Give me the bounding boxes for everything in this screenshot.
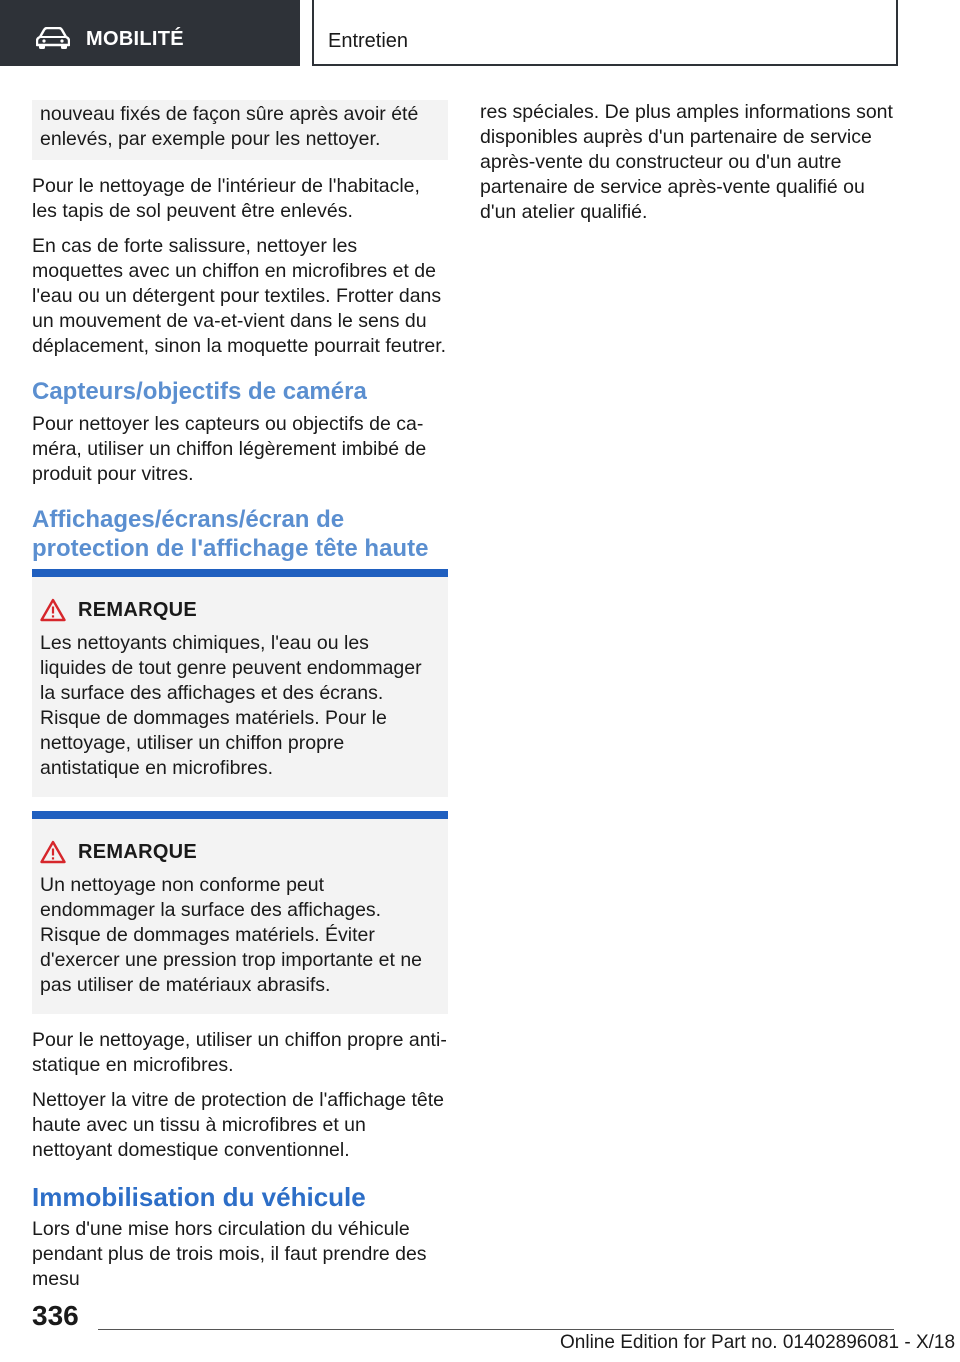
paragraph: res spéciales. De plus amples informations sont disponibles auprès d'un partenaire de service après-vente du constructeur ou d'un autre partenaire de service après-vente qualifié ou d'un atelier qualifié.: [480, 101, 893, 223]
paragraph: Pour le nettoyage de l'intérieur de l'habitacle, les tapis de sol peuvent être enlevés.: [32, 175, 420, 222]
warning-triangle-icon: [40, 598, 66, 622]
left-column: [32, 100, 448, 1302]
paragraph: En cas de forte salissure, nettoyer les moquettes avec un chiffon en microfibres et de l'eau ou un détergent pour textiles. Frotter dans un mouvement de va-et-vient dans le sens du déplacement, sinon la moquette pourrait feutrer.: [32, 235, 447, 357]
page-number: 336: [32, 1300, 79, 1331]
paragraph: Nettoyer la vitre de protection de l'affichage tête haute avec un tissu à microfibres et un nettoyant domestique conventionnel.: [32, 1089, 445, 1161]
page-header: [0, 0, 960, 66]
heading-displays: Affichages/écrans/écran de protection de l'affichage tête haute: [32, 506, 429, 562]
warning-triangle-icon: [40, 840, 66, 864]
edition-footer: Online Edition for Part no. 01402896081 - X/18: [560, 1332, 956, 1353]
intro-box: [32, 100, 448, 160]
intro-text: nouveau fixés de façon sûre après avoir été enlevés, par exemple pour les nettoyer.: [40, 103, 419, 150]
notice-box: [32, 811, 448, 1014]
notice-text: Les nettoyants chimiques, l'eau ou les liquides de tout genre peuvent endommager la surface des affichages et des écrans. Risque de dommages matériels. Pour le nettoyage, utiliser un chiffon propre antistatique en microfibres.: [40, 632, 422, 779]
section-label: MOBILITÉ: [86, 28, 184, 50]
footer-divider: [98, 1329, 894, 1330]
section-tab[interactable]: [0, 0, 300, 66]
heading-sensors: Capteurs/objectifs de caméra: [32, 378, 367, 405]
chapter-label: Entretien: [328, 30, 409, 52]
notice-title: REMARQUE: [78, 598, 198, 621]
car-icon: [36, 27, 70, 49]
paragraph: Pour nettoyer les capteurs ou objectifs de caméra, utiliser un chiffon légèrement imbibé de produit pour vitres.: [32, 413, 427, 485]
heading-immobilisation: Immobilisation du véhicule: [32, 1182, 366, 1212]
paragraph: Pour le nettoyage, utiliser un chiffon propre antistatique en microfibres.: [32, 1029, 447, 1076]
notice-box: [32, 569, 448, 797]
notice-header: [40, 597, 440, 623]
chapter-tab[interactable]: [312, 0, 898, 66]
notice-title: REMARQUE: [78, 840, 198, 863]
right-column: [480, 100, 896, 235]
notice-text: Un nettoyage non conforme peut endommager la surface des affichages. Risque de dommages matériels. Éviter d'exercer une pression trop importante et ne pas utiliser de matériaux abrasifs.: [40, 874, 423, 996]
notice-header: [40, 839, 440, 865]
paragraph: Lors d'une mise hors circulation du véhicule pendant plus de trois mois, il faut prendre des mesu: [32, 1218, 427, 1290]
